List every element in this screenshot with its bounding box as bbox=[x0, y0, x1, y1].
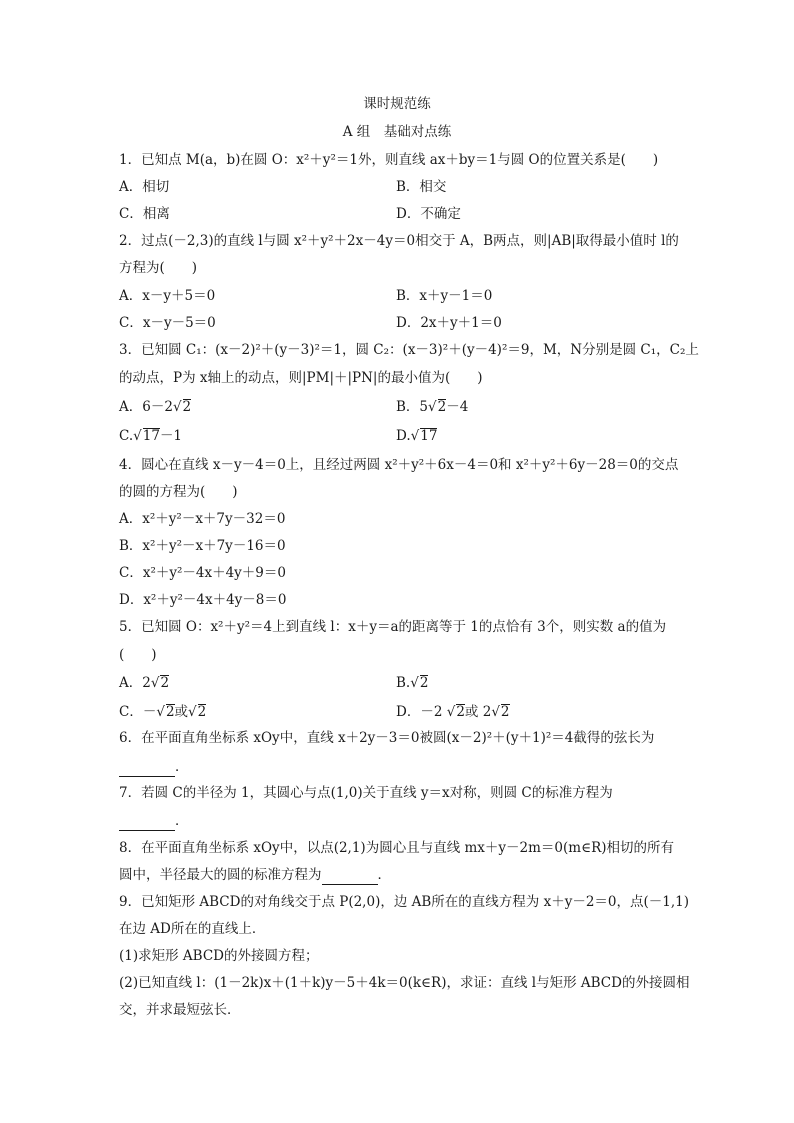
question-3-stem-line1: 3．已知圆 C₁：(x－2)²＋(y－3)²＝1，圆 C₂：(x－3)²＋(y－4)²＝9，M，N分别是圆 C₁，C₂上 bbox=[119, 342, 699, 358]
option-text: B. bbox=[396, 675, 411, 691]
option-text: 或 2 bbox=[464, 704, 492, 720]
radical-sign: √ bbox=[156, 704, 165, 720]
radicand: 2 bbox=[197, 704, 207, 720]
question-5-option-c bbox=[119, 702, 206, 722]
question-2-stem-line1: 2．过点(－2,3)的直线 l与圆 x²＋y²＋2x－4y＝0相交于 A，B两点，则|AB|取得最小值时 l的 bbox=[119, 233, 679, 249]
question-9-stem-line1: 9．已知矩形 ABCD的对角线交于点 P(2,0)，边 AB所在的直线方程为 x＋y－2＝0，点(－1,1) bbox=[119, 894, 690, 910]
page-title: 课时规范练 bbox=[363, 96, 431, 112]
question-5-stem-line2: ( ) bbox=[119, 647, 157, 663]
radicand: 2 bbox=[500, 704, 510, 720]
question-7-answer-line bbox=[119, 811, 189, 831]
radical-sign: √ bbox=[446, 704, 456, 720]
radical-sign: √ bbox=[188, 704, 197, 720]
option-text: B．5 bbox=[396, 399, 429, 415]
option-text: A．2 bbox=[119, 675, 151, 691]
question-2-option-c: C．x－y－5＝0 bbox=[119, 315, 216, 331]
question-9-part-2-line2: 交，并求最短弦长． bbox=[119, 1002, 241, 1018]
question-1-option-a: A．相切 bbox=[119, 179, 170, 195]
stem-text: 圆中，半径最大的圆的标准方程为 bbox=[119, 867, 322, 883]
question-6-stem-line1: 6．在平面直角坐标系 xOy中，直线 x＋2y－3＝0被圆(x－2)²＋(y＋1)²＝4截得的弦长为 bbox=[119, 730, 655, 746]
option-text: D. bbox=[396, 428, 411, 444]
question-4-option-b: B．x²＋y²－x＋7y－16＝0 bbox=[119, 538, 286, 554]
radicand: 2 bbox=[419, 675, 429, 691]
radicand: 2 bbox=[182, 399, 192, 415]
question-3-option-b bbox=[396, 397, 468, 417]
question-1-option-b: B．相交 bbox=[396, 179, 447, 195]
option-text: 或 bbox=[174, 704, 189, 720]
question-5-stem-line1: 5．已知圆 O：x²＋y²＝4上到直线 l：x＋y＝a的距离等于 1的点恰有 3个，则实数 a的值为 bbox=[119, 619, 667, 635]
question-7-stem-line1: 7．若圆 C的半径为 1，其圆心与点(1,0)关于直线 y＝x对称，则圆 C的标准方程为 bbox=[119, 785, 613, 801]
radical-sign: √ bbox=[410, 675, 419, 691]
radicand: 17 bbox=[420, 428, 438, 444]
radical-sign: √ bbox=[491, 704, 500, 720]
question-5-option-b bbox=[396, 673, 428, 693]
question-3-option-c bbox=[119, 426, 182, 446]
radical-sign: √ bbox=[428, 399, 437, 415]
period: ． bbox=[175, 813, 189, 829]
section-subtitle: A 组 基础对点练 bbox=[342, 124, 452, 140]
radicand: 17 bbox=[142, 428, 160, 444]
question-3-option-a bbox=[119, 397, 191, 417]
option-text: －1 bbox=[159, 428, 183, 444]
question-2-option-a: A．x－y＋5＝0 bbox=[119, 288, 216, 304]
question-6-answer-line bbox=[119, 757, 189, 777]
question-8-stem-line2 bbox=[119, 865, 391, 885]
question-4-option-c: C．x²＋y²－4x＋4y＋9＝0 bbox=[119, 565, 286, 581]
question-5-option-a bbox=[119, 673, 169, 693]
radicand: 2 bbox=[437, 399, 447, 415]
option-text: C．－ bbox=[119, 704, 157, 720]
question-3-stem-line2: 的动点，P为 x轴上的动点，则|PM|＋|PN|的最小值为( ) bbox=[119, 370, 483, 386]
option-text: －4 bbox=[446, 399, 469, 415]
radicand: 2 bbox=[165, 704, 175, 720]
answer-blank[interactable] bbox=[119, 816, 175, 831]
option-text: D．－2 bbox=[396, 704, 447, 720]
question-3-option-d bbox=[396, 426, 437, 446]
option-text: C. bbox=[119, 428, 134, 444]
question-2-option-d: D．2x＋y＋1＝0 bbox=[396, 315, 502, 331]
question-5-option-d bbox=[396, 702, 510, 722]
question-1-option-c: C．相离 bbox=[119, 206, 170, 222]
question-4-stem-line1: 4．圆心在直线 x－y－4＝0上，且经过两圆 x²＋y²＋6x－4＝0和 x²＋y²＋6y－28＝0的交点 bbox=[119, 457, 679, 473]
answer-blank[interactable] bbox=[322, 870, 378, 885]
period: ． bbox=[377, 867, 391, 883]
question-4-option-d: D．x²＋y²－4x＋4y－8＝0 bbox=[119, 592, 287, 608]
question-9-part-2-line1: (2)已知直线 l：(1－2k)x＋(1＋k)y－5＋4k＝0(k∈R)，求证：直线 l与矩形 ABCD的外接圆相 bbox=[119, 975, 690, 991]
question-2-stem-line2: 方程为( ) bbox=[119, 260, 198, 276]
radicand: 2 bbox=[160, 675, 170, 691]
radical-sign: √ bbox=[172, 399, 182, 415]
radical-sign: √ bbox=[410, 428, 420, 444]
question-1-stem: 1．已知点 M(a，b)在圆 O：x²＋y²＝1外，则直线 ax＋by＝1与圆 O的位置关系是( ) bbox=[119, 152, 659, 168]
question-9-stem-line2: 在边 AD所在的直线上． bbox=[119, 921, 266, 937]
question-8-stem-line1: 8．在平面直角坐标系 xOy中，以点(2,1)为圆心且与直线 mx＋y－2m＝0(m∈R)相切的所有 bbox=[119, 840, 674, 856]
period: ． bbox=[175, 759, 189, 775]
question-1-option-d: D．不确定 bbox=[396, 206, 461, 222]
radical-sign: √ bbox=[133, 428, 142, 444]
question-4-option-a: A．x²＋y²－x＋7y－32＝0 bbox=[119, 511, 286, 527]
radical-sign: √ bbox=[150, 675, 160, 691]
question-2-option-b: B．x＋y－1＝0 bbox=[396, 288, 493, 304]
question-4-stem-line2: 的圆的方程为( ) bbox=[119, 484, 238, 500]
option-text: A．6－2 bbox=[119, 399, 173, 415]
answer-blank[interactable] bbox=[119, 762, 175, 777]
radicand: 2 bbox=[456, 704, 465, 720]
question-9-part-1: (1)求矩形 ABCD的外接圆方程； bbox=[119, 948, 319, 964]
